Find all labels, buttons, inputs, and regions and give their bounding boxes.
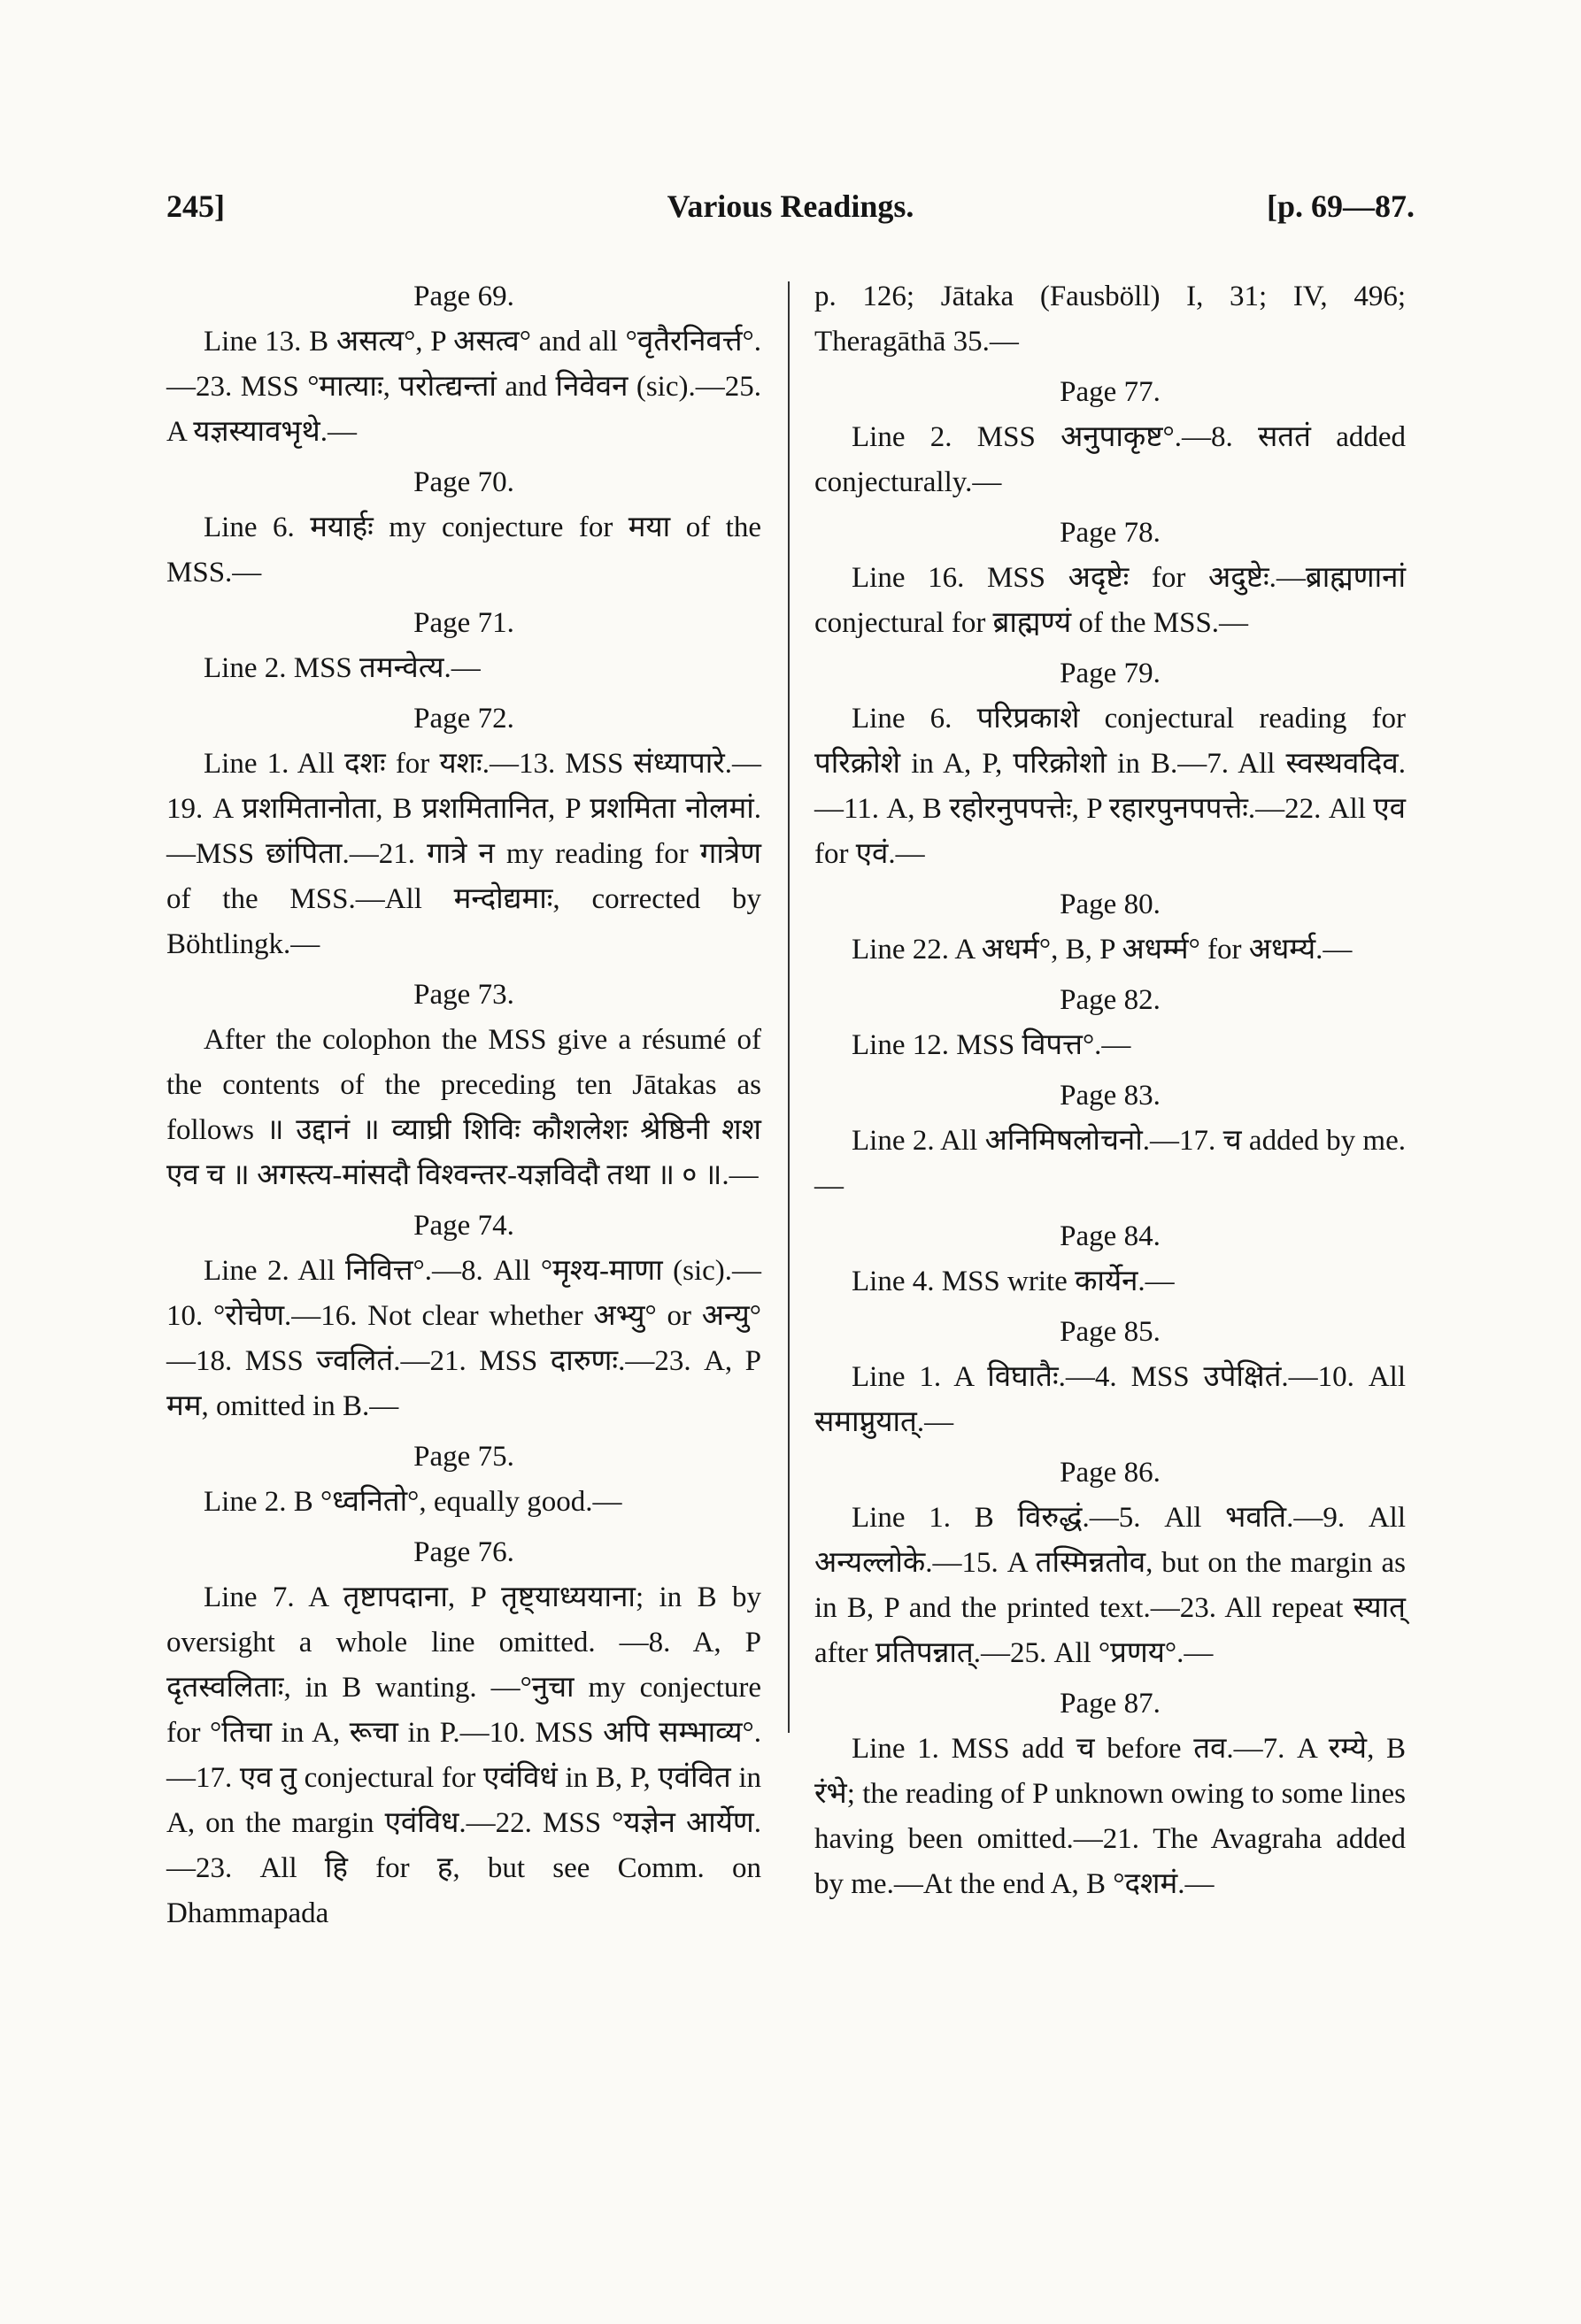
page-heading: Page 87. xyxy=(1060,1688,1161,1720)
reading-entry: Line 2. MSS अनुपाकृष्ट°.—8. सततं added conjecturally.— xyxy=(814,421,1406,498)
reading-entry: Line 1. All दशः for यशः.—13. MSS संध्यापारे.—19. A प्रशमितानोता, B प्रशमितानित, P प्रशमिता नोलमां.—MSS छांपिता.—21. गात्रे न my reading for गात्रेण of the MSS.—All मन्दोद्यमाः, corrected by Böhtlingk.— xyxy=(166,748,761,960)
page-heading: Page 72. xyxy=(413,703,514,735)
reading-entry: Line 12. MSS विपत्त°.— xyxy=(852,1029,1131,1061)
page-heading: Page 78. xyxy=(1060,517,1161,549)
page-heading: Page 69. xyxy=(413,281,514,312)
reading-entry-continued: p. 126; Jātaka (Fausböll) I, 31; IV, 496; Theragāthā 35.— xyxy=(814,281,1406,358)
page-title: Various Readings. xyxy=(667,189,914,224)
page-heading: Page 86. xyxy=(1060,1457,1161,1489)
page-heading: Page 83. xyxy=(1060,1080,1161,1112)
reading-entry: Line 1. MSS add च before तव.—7. A रम्ये, B रंभे; the reading of P unknown owing to some lines having been omitted.—21. The Avagraha added by me.—At the end A, B °दशमं.— xyxy=(814,1733,1406,1900)
page-heading: Page 85. xyxy=(1060,1316,1161,1348)
reading-entry: Line 2. MSS तमन्वेत्य.— xyxy=(204,652,481,684)
reading-entry: Line 1. B विरुद्धं.—5. All भवति.—9. All अन्यल्लोके.—15. A तस्मिन्नतोव, but on the margin as in B, P and the printed text.—23. All repeat स्यात् after प्रतिपन्नात्.—25. All °प्रणय°.— xyxy=(814,1502,1406,1669)
page-heading: Page 70. xyxy=(413,466,514,498)
page-range: [p. 69—87. xyxy=(1266,189,1415,224)
page-heading: Page 74. xyxy=(413,1210,514,1242)
column-divider xyxy=(788,281,790,1733)
page-heading: Page 79. xyxy=(1060,658,1161,689)
reading-entry: Line 13. B असत्य°, P असत्व° and all °वृतैरनिवर्त्त°.—23. MSS °मात्याः, परोत्द्यन्तां and निवेवन (sic).—25. A यज्ञस्यावभृथे.— xyxy=(166,326,761,448)
page-heading: Page 84. xyxy=(1060,1220,1161,1252)
reading-entry: Line 1. A विघातैः.—4. MSS उपेक्षितं.—10. All समाप्नुयात्.— xyxy=(814,1361,1406,1438)
reading-entry: Line 2. All अनिमिषलोचनो.—17. च added by me.— xyxy=(814,1125,1406,1202)
page-heading: Page 71. xyxy=(413,607,514,639)
page-heading: Page 73. xyxy=(413,979,514,1011)
running-header xyxy=(166,188,1415,232)
reading-entry: Line 7. A तृष्टापदाना, P तृष्ट्याध्ययाना; in B by oversight a whole line omitted. —8. A, P दृतस्वलिताः, in B wanting. —°नुचा my conjecture for °तिचा in A, रूचा in P.—10. MSS अपि सम्भाव्य°.—17. एव तु conjectural for एवंविधं in B, P, एवंवित in A, on the margin एवंविध.—22. MSS °यज्ञेन आर्येण.—23. All हि for ह, but see Comm. on Dhammapada xyxy=(166,1581,761,1929)
right-column xyxy=(814,274,1406,1912)
reading-entry: Line 6. मयार्हः my conjecture for मया of the MSS.— xyxy=(166,512,761,589)
reading-entry: Line 2. B °ध्वनितो°, equally good.— xyxy=(204,1486,622,1518)
page-heading: Page 77. xyxy=(1060,376,1161,408)
reading-entry: Line 16. MSS अदृष्टेः for अदुष्टेः.—ब्राह्मणानां conjectural for ब्राह्मण्यं of the MSS.— xyxy=(814,562,1406,639)
reading-entry: Line 4. MSS write कार्येन.— xyxy=(852,1266,1175,1297)
reading-entry: Line 6. परिप्रकाशे conjectural reading for परिक्रोशे in A, P, परिक्रोशो in B.—7. All स्वस्थवदिव.—11. A, B रहोरनुपपत्तेः, P रहारपुनपपत्तेः.—22. All एव for एवं.— xyxy=(814,703,1406,870)
page-heading: Page 80. xyxy=(1060,889,1161,920)
page-number: 245] xyxy=(166,189,225,224)
page-heading: Page 75. xyxy=(413,1441,514,1473)
left-column xyxy=(166,274,761,1942)
page-heading: Page 82. xyxy=(1060,984,1161,1016)
reading-entry: After the colophon the MSS give a résumé of the contents of the preceding ten Jātakas as follows ॥ उद्दानं ॥ व्याघ्री शिविः कौशलेशः श्रेष्ठिनी शश एव च ॥ अगस्त्य-मांसदौ विश्वन्तर-यज्ञविदौ तथा ॥ ० ॥.— xyxy=(166,1024,761,1191)
reading-entry: Line 2. All निवित्त°.—8. All °मृश्य-माणा (sic).—10. °रोचेण.—16. Not clear whether अभ्यु° or अन्यु° —18. MSS ज्वलितं.—21. MSS दारुणः.—23. A, P मम, omitted in B.— xyxy=(166,1255,761,1422)
reading-entry: Line 22. A अधर्म°, B, P अधर्म्म° for अधर्म्य.— xyxy=(852,934,1353,966)
page-heading: Page 76. xyxy=(413,1536,514,1568)
